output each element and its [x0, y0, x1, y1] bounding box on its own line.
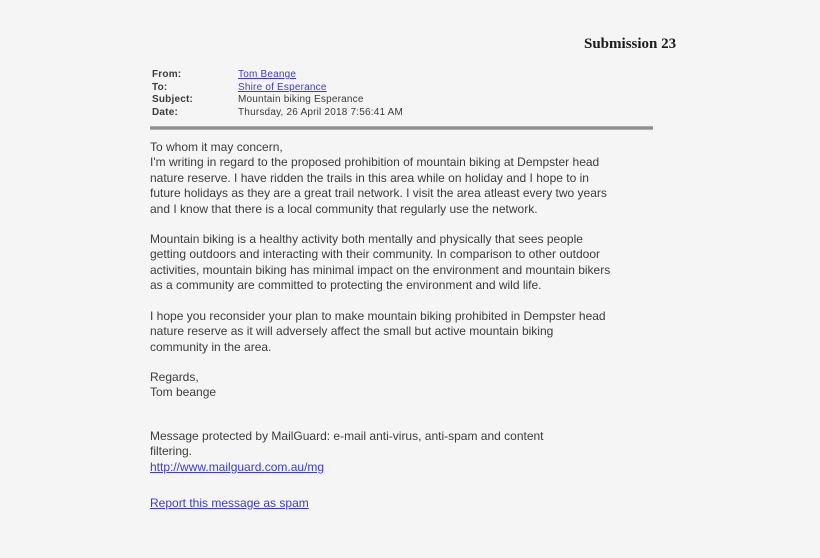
body-line: To whom it may concern,: [150, 140, 283, 154]
body-line: Mountain biking is a healthy activity both mentally and physically that sees people: [150, 232, 583, 246]
signature-line: Tom beange: [150, 385, 217, 400]
body-line: activities, mountain biking has minimal impact on the environment and mountain bikers: [150, 262, 611, 277]
subject-label: Subject:: [152, 94, 194, 106]
body-line: I'm writing in regard to the proposed prohibition of mountain biking at Dempster head: [150, 155, 600, 170]
email-signature: [150, 370, 216, 401]
body-line: as a community are committed to protecting the environment and wild life.: [150, 278, 542, 293]
from-sender-link[interactable]: Tom Beange: [238, 69, 297, 80]
date-label: Date:: [152, 106, 179, 118]
body-line: getting outdoors and interacting with their community. In comparison to other outdoor: [150, 247, 601, 262]
spam-report-row: [150, 496, 309, 511]
email-header-row-date: [152, 107, 403, 120]
submission-number-label: Submission 23: [584, 36, 677, 52]
email-header-row-from: [152, 69, 403, 82]
mailguard-notice-line: Message protected by MailGuard: e-mail anti-virus, anti-spam and content: [150, 429, 544, 443]
mailguard-footer: [150, 429, 544, 475]
body-line: community in the area.: [150, 339, 272, 354]
body-line: nature reserve as it will adversely affect the small but active mountain biking: [150, 324, 554, 339]
header-separator-rule: [150, 126, 653, 130]
to-recipient-link[interactable]: Shire of Esperance: [238, 81, 327, 93]
email-paragraph: [150, 232, 610, 294]
body-line: nature reserve. I have ridden the trails in this area while on holiday and I hope to in: [150, 170, 589, 185]
signature-line: Regards,: [150, 370, 199, 384]
from-label: From:: [152, 69, 182, 80]
report-spam-link[interactable]: Report this message as spam: [150, 496, 309, 510]
mailguard-notice-line: filtering.: [150, 444, 193, 459]
body-line: future holidays as they are a great trail network. I visit the area atleast every two years: [150, 186, 607, 201]
body-line: I hope you reconsider your plan to make mountain biking prohibited in Dempster head: [150, 309, 606, 323]
date-value: Thursday, 26 April 2018 7:56:41 AM: [238, 106, 404, 118]
email-header-row-to: [152, 82, 403, 95]
subject-value: Mountain biking Esperance: [238, 94, 364, 106]
email-paragraph: [150, 309, 606, 355]
body-line: and I know that there is a local community that regularly use the network.: [150, 201, 538, 216]
email-header-block: [152, 69, 403, 119]
email-paragraph: [150, 140, 607, 217]
email-header-row-subject: [152, 94, 403, 107]
to-label: To:: [152, 81, 168, 93]
mailguard-url-link[interactable]: http://www.mailguard.com.au/mg: [150, 459, 325, 474]
